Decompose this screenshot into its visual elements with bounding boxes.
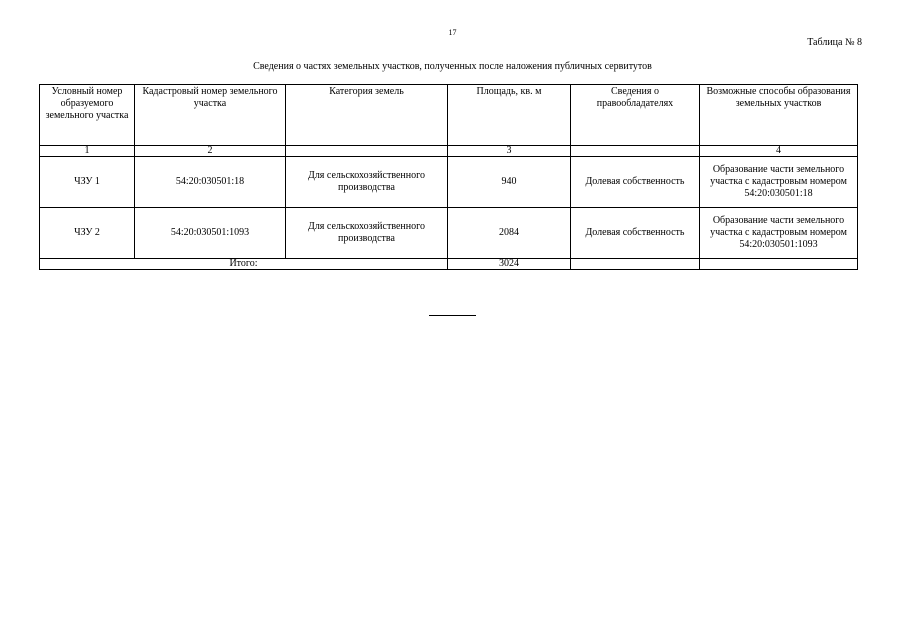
data-table	[39, 84, 858, 270]
owners-cell: Долевая собственность	[571, 157, 700, 208]
empty-cell	[700, 259, 858, 270]
table-title: Сведения о частях земельных участков, полученных после наложения публичных сервитутов	[253, 61, 652, 72]
column-number-cell: 1	[40, 146, 135, 157]
column-number-cell	[571, 146, 700, 157]
header-cell: Площадь, кв. м	[448, 85, 571, 146]
header-cell: Категория земель	[286, 85, 448, 146]
header-cell: Сведения о правообладателях	[571, 85, 700, 146]
owners-cell: Долевая собственность	[571, 208, 700, 259]
header-cell: Возможные способы образования земельных участков	[700, 85, 858, 146]
header-cell: Кадастровый номер земельного участка	[135, 85, 286, 146]
empty-cell	[571, 259, 700, 270]
table-label: Таблица № 8	[807, 37, 862, 48]
cadastral-number-cell: 54:20:030501:1093	[135, 208, 286, 259]
footer-divider	[429, 315, 476, 316]
column-number-row	[40, 146, 858, 157]
header-cell: Условный номер образуемого земельного участка	[40, 85, 135, 146]
cadastral-number-cell: 54:20:030501:18	[135, 157, 286, 208]
land-category-cell: Для сельскохозяйственного производства	[286, 157, 448, 208]
column-number-cell: 2	[135, 146, 286, 157]
column-number-cell: 4	[700, 146, 858, 157]
formation-method-cell: Образование части земельного участка с кадастровым номером 54:20:030501:1093	[700, 208, 858, 259]
table-header-row	[40, 85, 858, 146]
table-row	[40, 157, 858, 208]
plot-id-cell: ЧЗУ 1	[40, 157, 135, 208]
plot-id-cell: ЧЗУ 2	[40, 208, 135, 259]
column-number-cell: 3	[448, 146, 571, 157]
table-row	[40, 208, 858, 259]
area-cell: 940	[448, 157, 571, 208]
formation-method-cell: Образование части земельного участка с кадастровым номером 54:20:030501:18	[700, 157, 858, 208]
column-number-cell	[286, 146, 448, 157]
page-number: 17	[448, 28, 457, 37]
area-cell: 2084	[448, 208, 571, 259]
total-value: 3024	[448, 259, 571, 270]
total-row	[40, 259, 858, 270]
land-category-cell: Для сельскохозяйственного производства	[286, 208, 448, 259]
total-label: Итого:	[40, 259, 448, 270]
